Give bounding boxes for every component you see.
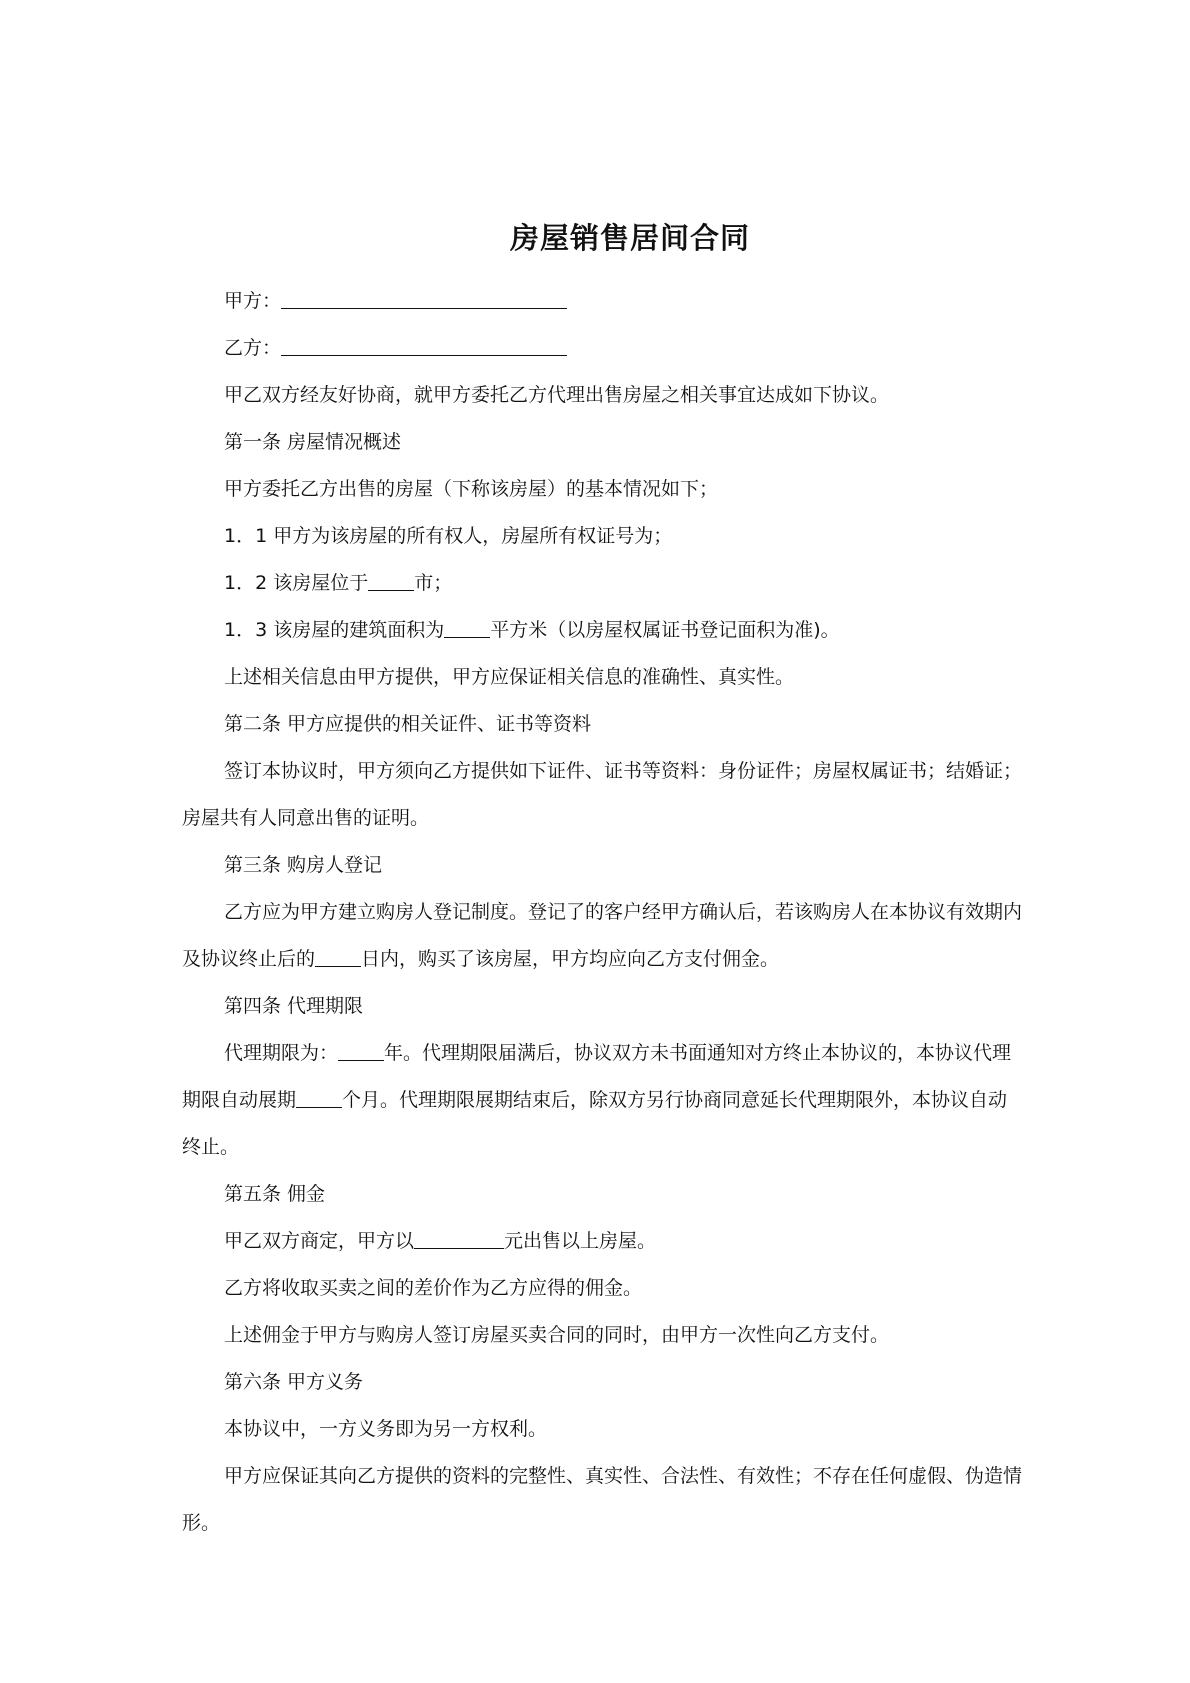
article-1-paragraph-2: 上述相关信息由甲方提供，甲方应保证相关信息的准确性、真实性。	[224, 666, 795, 688]
item-2-text-after: 市；	[414, 572, 453, 594]
article-5-paragraph-3: 上述佣金于甲方与购房人签订房屋买卖合同的同时，由甲方一次性向乙方支付。	[224, 1324, 890, 1346]
article-1-item-3	[182, 607, 1024, 654]
article-6-paragraph-1: 本协议中，一方义务即为另一方权利。	[224, 1418, 548, 1440]
years-blank	[338, 1038, 384, 1061]
article-2-heading: 第二条 甲方应提供的相关证件、证书等资料	[224, 713, 592, 735]
article-4-heading: 第四条 代理期限	[224, 995, 364, 1017]
party-a-label: 甲方：	[224, 290, 282, 312]
item-3-text-after: 平方米（以房屋权属证书登记面积为准)。	[490, 619, 840, 641]
article-3-paragraph	[182, 889, 1024, 983]
item-2-text-before: 1．2 该房屋位于	[224, 572, 369, 594]
city-blank	[368, 568, 414, 591]
intro-paragraph: 甲乙双方经友好协商，就甲方委托乙方代理出售房屋之相关事宜达成如下协议。	[224, 384, 890, 406]
article-1-item-1: 1．1 甲方为该房屋的所有权人，房屋所有权证号为；	[224, 525, 673, 547]
article-5-text-before: 甲乙双方商定，甲方以	[224, 1230, 415, 1252]
article-1-paragraph: 甲方委托乙方出售的房屋（下称该房屋）的基本情况如下；	[224, 478, 719, 500]
party-a-blank	[281, 286, 567, 309]
article-1-heading: 第一条 房屋情况概述	[224, 431, 402, 453]
article-3-text-after: 日内，购买了该房屋，甲方均应向乙方支付佣金。	[361, 948, 780, 970]
article-4-text-a: 代理期限为：	[224, 1042, 339, 1064]
article-4-paragraph	[182, 1030, 1024, 1171]
article-1-item-2	[182, 560, 1024, 607]
party-a-line	[182, 278, 1024, 325]
article-3-text-before: 乙方应为甲方建立购房人登记制度。登记了的客户经甲方确认后，若该购房人在本协议有效期内及协议终止后的	[182, 901, 1023, 970]
article-4-text-b: 年。代理期限届满后，协议双方未书面通知对方终止本协议的，本协议代理期限自动展期	[182, 1042, 1012, 1111]
article-5-heading: 第五条 佣金	[224, 1183, 326, 1205]
article-5-paragraph-2: 乙方将收取买卖之间的差价作为乙方应得的佣金。	[224, 1277, 643, 1299]
price-blank	[414, 1226, 504, 1249]
article-5-paragraph-1	[182, 1218, 1024, 1265]
document-body	[182, 278, 1024, 1547]
article-6-heading: 第六条 甲方义务	[224, 1371, 364, 1393]
item-3-text-before: 1．3 该房屋的建筑面积为	[224, 619, 445, 641]
article-4-text-c: 个月。代理期限展期结束后，除双方另行协商同意延长代理期限外，本协议自动终止。	[182, 1089, 1008, 1158]
article-2-paragraph: 签订本协议时，甲方须向乙方提供如下证件、证书等资料：身份证件；房屋权属证书；结婚证；房屋共有人同意出售的证明。	[182, 760, 1023, 829]
area-blank	[444, 615, 490, 638]
days-blank	[315, 944, 361, 967]
article-5-text-after: 元出售以上房屋。	[504, 1230, 657, 1252]
page-title: 房屋销售居间合同	[509, 221, 750, 255]
months-blank	[296, 1085, 342, 1108]
party-b-blank	[281, 333, 567, 356]
party-b-line	[182, 325, 1024, 372]
article-3-heading: 第三条 购房人登记	[224, 854, 383, 876]
party-b-label: 乙方：	[224, 337, 282, 359]
article-6-paragraph-2: 甲方应保证其向乙方提供的资料的完整性、真实性、合法性、有效性；不存在任何虚假、伪造情形。	[182, 1465, 1023, 1534]
